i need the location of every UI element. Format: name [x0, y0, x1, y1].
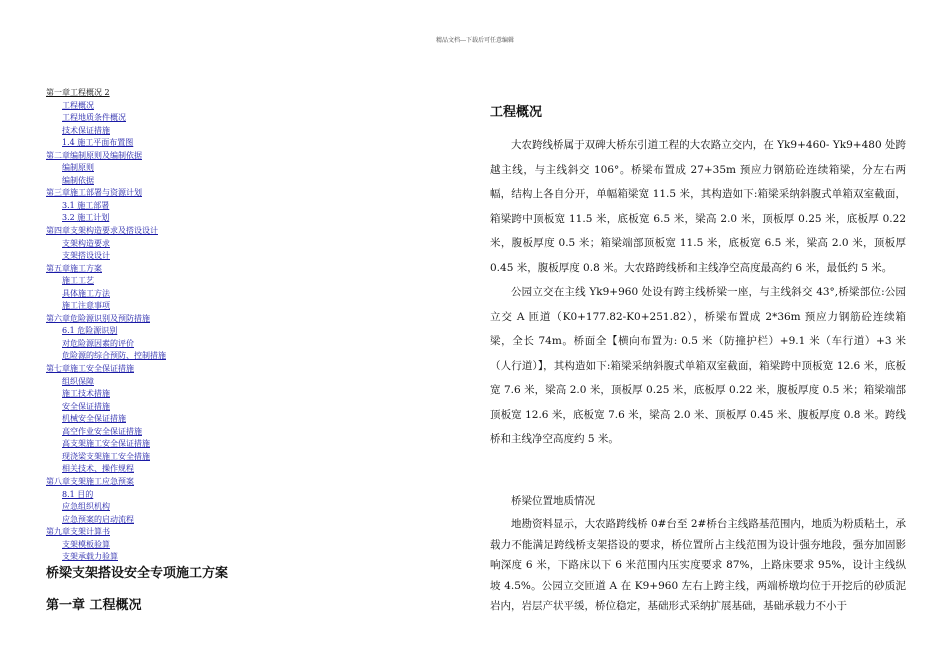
toc-item-label: 支架模板验算 — [62, 539, 110, 549]
toc-section-link[interactable] — [46, 451, 296, 464]
toc-item-label: 技术保证措施 — [62, 125, 110, 135]
toc-section-link[interactable] — [46, 376, 296, 389]
toc-item-label: 第四章支架构造要求及搭设设计 — [46, 226, 158, 236]
toc-item-label: 施工注意事项 — [62, 301, 110, 311]
toc-item-label: 第九章支架计算书 — [46, 527, 110, 537]
toc-item-label: 8.1 目的 — [62, 489, 94, 499]
toc-item-label: 组织保障 — [62, 376, 94, 386]
toc-chapter-link[interactable] — [46, 313, 296, 326]
toc-item-label: 3.1 施工部署 — [62, 200, 110, 210]
toc-section-link[interactable] — [46, 238, 296, 251]
toc-section-link[interactable] — [46, 514, 296, 527]
toc-section-link[interactable] — [46, 200, 296, 213]
toc-item-label: 3.2 施工计划 — [62, 213, 110, 223]
toc-chapter-link[interactable] — [46, 263, 296, 276]
toc-chapter-link[interactable] — [46, 476, 296, 489]
toc-section-link[interactable] — [46, 325, 296, 338]
paragraph-bridge-gongyuan: 公园立交在主线 Yk9+960 处设有跨主线桥梁一座，与主线斜交 43°,桥梁部位:公园立交 A 匝道（K0+177.82-K0+251.82），桥梁布置成 2*36m 预应力钢筋砼连续箱梁，全长 74m。桥面全【横向布置为: 0.5 米（防撞护栏）+9.1 米（车行道）+3 米（人行道）】，其构造如下:箱梁采纳斜腹式单箱双室截面，箱梁跨中顶板宽 12.6 米，底板宽 7.6 米，梁高 2.0 米，顶板厚 0.25 米，底板厚 0.22 米，腹板厚度 0.5 米；箱梁端部顶板宽 12.6 米，底板宽 7.6 米，梁高 2.0 米、顶板厚 0.45 米、腹板厚度 0.8 米。跨线桥和主线净空高度约 5 米。 — [490, 286, 906, 445]
toc-section-link[interactable] — [46, 489, 296, 502]
chapter-title: 第一章 工程概况 — [46, 598, 142, 613]
toc-section-link[interactable] — [46, 401, 296, 414]
paragraph-bridge-danong: 大农跨线桥属于双碑大桥东引道工程的大农路立交内，在 Yk9+460- Yk9+480 处跨越主线，与主线斜交 106°。桥梁布置成 27+35m 预应力钢筋砼连续箱梁，分左右两幅，结构上各自分开，单幅箱梁宽 11.5 米，其构造如下:箱梁采纳斜腹式单箱双室截面，箱梁跨中顶板宽 11.5 米，底板宽 6.5 米，梁高 2.0 米，顶板厚 0.25 米，底板厚 0.22 米，腹板厚度 0.5 米；箱梁端部顶板宽 11.5 米，底板宽 6.5 米，梁高 2.0 米，顶板厚 0.45 米，腹板厚度 0.8 米。大农路跨线桥和主线净空高度最高约 6 米，最低约 5 米。 — [490, 139, 906, 274]
toc-section-link[interactable] — [46, 212, 296, 225]
toc-chapter-link[interactable] — [46, 87, 296, 100]
toc-section-link[interactable] — [46, 137, 296, 150]
toc-item-label: 第五章施工方案 — [46, 263, 102, 273]
toc-section-link[interactable] — [46, 438, 296, 451]
toc-section-link[interactable] — [46, 539, 296, 552]
toc-item-label: 高支架施工安全保证措施 — [62, 439, 150, 449]
toc-item-label: 机械安全保证措施 — [62, 414, 126, 424]
toc-item-label: 第六章危险源识别及预防措施 — [46, 313, 150, 323]
toc-item-label: 工程地质条件概况 — [62, 113, 126, 123]
toc-item-label: 施工工艺 — [62, 276, 94, 286]
toc-item-label: 1.4 施工平面布置图 — [62, 138, 134, 148]
toc-item-label: 支架搭设设计 — [62, 251, 110, 261]
toc-item-label: 对危险源因素的评价 — [62, 338, 134, 348]
toc-section-link[interactable] — [46, 162, 296, 175]
toc-item-label: 第八章支架施工应急预案 — [46, 476, 134, 486]
toc-item-label: 安全保证措施 — [62, 401, 110, 411]
toc-section-link[interactable] — [46, 413, 296, 426]
toc-item-label: 编制依据 — [62, 175, 94, 185]
toc-chapter-link[interactable] — [46, 363, 296, 376]
toc-section-link[interactable] — [46, 426, 296, 439]
toc-item-label: 应急组织机构 — [62, 502, 110, 512]
toc-section-link[interactable] — [46, 338, 296, 351]
section-title: 工程概况 — [490, 105, 543, 120]
toc-item-label: 第七章施工安全保证措施 — [46, 364, 134, 374]
page-header: 精品文档---下载后可任意编辑 — [435, 37, 515, 44]
toc-chapter-link[interactable] — [46, 526, 296, 539]
toc-item-label: 工程概况 — [62, 100, 94, 110]
toc-section-link[interactable] — [46, 288, 296, 301]
paragraph-geology: 地勘资料显示，大农路跨线桥 0#台至 2#桥台主线路基范围内，地质为粉质粘土，承载力不能满足跨线桥支架搭设的要求，桥位置所占主线范围为设计强夯地段，强夯加固影响深度 6 米，下路床以下 6 米范围内压实度要求 87%，上路床要求 95%，设计主线纵坡 4.5%。公园立交匝道 A 在 K9+960 左右上跨主线，两端桥墩均位于开挖后的砂质泥岩内，岩层产状平缓，桥位稳定，基础形式采纳扩展基础，基础承载力不小于 — [490, 518, 906, 612]
toc-section-link[interactable] — [46, 175, 296, 188]
toc-item-label: 施工技术措施 — [62, 389, 110, 399]
toc-section-link[interactable] — [46, 275, 296, 288]
table-of-contents — [46, 87, 296, 564]
toc-item-label: 危险源的综合预防、控制措施 — [62, 351, 166, 361]
toc-section-link[interactable] — [46, 501, 296, 514]
toc-item-label: 相关技术、操作规程 — [62, 464, 134, 474]
toc-item-label: 第一章工程概况 2 — [46, 88, 110, 97]
document-title: 桥梁支架搭设安全专项施工方案 — [46, 566, 229, 581]
toc-item-label: 编制原则 — [62, 163, 94, 173]
toc-item-label: 第三章施工部署与资源计划 — [46, 188, 142, 198]
toc-section-link[interactable] — [46, 250, 296, 263]
toc-chapter-link[interactable] — [46, 225, 296, 238]
toc-item-label: 支架承载力验算 — [62, 552, 118, 562]
toc-item-label: 第二章编制原则及编制依据 — [46, 150, 142, 160]
toc-section-link[interactable] — [46, 125, 296, 138]
toc-item-label: 应急预案的启动流程 — [62, 514, 134, 524]
toc-chapter-link[interactable] — [46, 187, 296, 200]
toc-section-link[interactable] — [46, 112, 296, 125]
subsection-title: 桥梁位置地质情况 — [511, 495, 595, 507]
toc-section-link[interactable] — [46, 463, 296, 476]
toc-item-label: 支架构造要求 — [62, 238, 110, 248]
toc-section-link[interactable] — [46, 350, 296, 363]
toc-item-label: 现浇梁支架施工安全措施 — [62, 451, 150, 461]
toc-chapter-link[interactable] — [46, 150, 296, 163]
toc-section-link[interactable] — [46, 388, 296, 401]
toc-section-link[interactable] — [46, 100, 296, 113]
toc-item-label: 具体施工方法 — [62, 288, 110, 298]
toc-item-label: 6.1 危险源识别 — [62, 326, 118, 336]
toc-section-link[interactable] — [46, 300, 296, 313]
toc-item-label: 高空作业安全保证措施 — [62, 426, 142, 436]
